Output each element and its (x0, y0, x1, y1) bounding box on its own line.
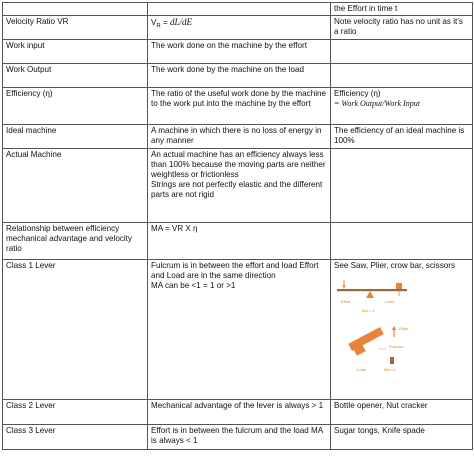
row9-definition: Mechanical advantage of the lever is always > 1 (148, 400, 331, 425)
row1-note: Note velocity ratio has no unit as it’s a ratio (331, 16, 473, 40)
table-row (3, 3, 473, 16)
row5-definition: A machine in which there is no loss of energy in any manner (148, 125, 331, 149)
row8-definition (148, 260, 331, 400)
class1-line-1: Fulcrum is in between the effort and load Effort and Load are in the same direction (151, 261, 319, 280)
table-row (3, 223, 473, 260)
row4-term: Efficiency (η) (3, 88, 148, 125)
class1-line-2: MA can be <1 = 1 or >1 (151, 281, 236, 290)
row9-term: Class 2 Lever (3, 400, 148, 425)
row0-term (3, 3, 148, 16)
efficiency-label: Efficiency (η) (334, 89, 381, 98)
table-row (3, 125, 473, 149)
row2-note (331, 40, 473, 64)
lever-diagram (334, 273, 459, 376)
table-row (3, 149, 473, 223)
row8-term: Class 1 Lever (3, 260, 148, 400)
vr-formula: dL/dE (169, 17, 192, 27)
diagram-label-load-2: Load (357, 367, 366, 372)
lever2-effort-arrowhead (392, 326, 396, 330)
diagram-label-load-1: Load (385, 299, 394, 304)
actual-machine-line-2: Strings are not perfectly elastic and the different parts are not rigid (151, 180, 323, 199)
table-row (3, 64, 473, 88)
diagram-label-fulcrum-2: Fulcrum (389, 344, 404, 349)
lever1-load-block (396, 283, 402, 289)
table-row (3, 260, 473, 400)
row1-definition (148, 16, 331, 40)
row2-definition: The work done on the machine by the effort (148, 40, 331, 64)
row6-note (331, 149, 473, 223)
vr-symbol: V (151, 18, 157, 27)
row10-definition: Effort is in between the fulcrum and the load MA is always < 1 (148, 425, 331, 450)
vr-subscript: R (156, 23, 161, 30)
diagram-label-effort-2: Effort (399, 326, 409, 331)
row6-definition (148, 149, 331, 223)
row4-note (331, 88, 473, 125)
row3-note (331, 64, 473, 88)
table-row (3, 40, 473, 64)
table-row (3, 16, 473, 40)
row10-note: Sugar tongs, Knife spade (331, 425, 473, 450)
row4-definition: The ratio of the useful work done by the machine to the work put into the machine by the effort (148, 88, 331, 125)
class1-examples: See Saw, Plier, crow bar, scissors (334, 261, 456, 270)
row7-term: Relationship between efficiency mechanical advantage and velocity ratio (3, 223, 148, 260)
row0-definition (148, 3, 331, 16)
row7-note (331, 223, 473, 260)
row6-term: Actual Machine (3, 149, 148, 223)
row7-definition: MA = VR X η (148, 223, 331, 260)
row0-note: the Effort in time t (331, 3, 473, 16)
row8-note (331, 260, 473, 400)
row10-term: Class 3 Lever (3, 425, 148, 450)
vr-equals: = (160, 18, 170, 27)
row9-note: Bottle opener, Nut cracker (331, 400, 473, 425)
lever-diagram-svg (334, 273, 459, 376)
lever-notes-table-wrap (2, 2, 472, 450)
row5-note: The efficiency of an ideal machine is 100% (331, 125, 473, 149)
actual-machine-line-1: An actual machine has an efficiency always less than 100% because the moving parts are neither weightless or frictionless (151, 150, 326, 179)
table-row (3, 88, 473, 125)
diagram-label-ma-1: MA = 1 (362, 308, 375, 313)
row2-term: Work input (3, 40, 148, 64)
table-row (3, 425, 473, 450)
diagram-label-effort-1: Effort (341, 299, 351, 304)
lever1-fulcrum (366, 291, 374, 298)
row5-term: Ideal machine (3, 125, 148, 149)
table-row (3, 400, 473, 425)
row1-term: Velocity Ratio VR (3, 16, 148, 40)
efficiency-formula: = Work Output/Work Input (334, 99, 420, 108)
lever1-effort-arrowhead (342, 286, 345, 290)
diagram-label-ma-2: MA >1 (384, 367, 396, 372)
row3-definition: The work done by the machine on the load (148, 64, 331, 88)
lever-notes-table (2, 2, 473, 450)
lever1-beam (337, 289, 407, 291)
row3-term: Work Output (3, 64, 148, 88)
lever2-fulcrum-base (390, 357, 394, 364)
